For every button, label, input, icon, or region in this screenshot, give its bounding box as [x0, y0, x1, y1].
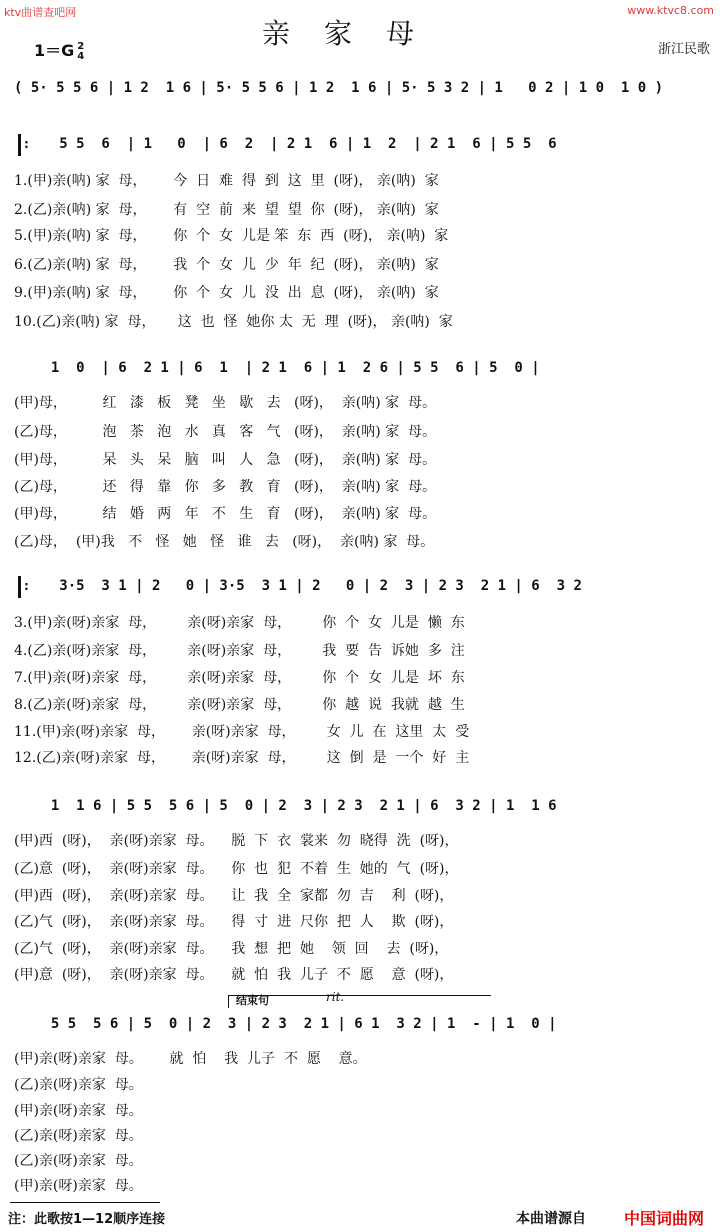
section-2-lyric-5: (甲)母， 结 婚 两 年 不 生 育 (呀)， 亲(呐) 家 母。: [14, 506, 437, 522]
section-2-lyric-6: (乙)母， (甲)我 不 怪 她 怪 谁 去 (呀)， 亲(呐) 家 母。: [14, 534, 435, 550]
section-1-notes: 5 5 6 | 1 0 | 6 2 | 2 1 6 | 1 2 | 2 1 6 | 5 5 6: [34, 136, 557, 152]
section-2-lyric-4: (乙)母， 还 得 靠 你 多 教 育 (呀)， 亲(呐) 家 母。: [14, 479, 437, 495]
section-5-notes: 5 5 5 6 | 5 0 | 2 3 | 2 3 2 1 | 6 1 3 2 | 1 - | 1 0 |: [34, 1016, 557, 1032]
section-4-lyric-6: (甲)意 (呀)， 亲(呀)亲家 母。 就 怕 我 儿子 不 愿 意 (呀)，: [14, 967, 454, 983]
source-label: 本曲谱源自: [516, 1211, 586, 1227]
meter-top: 2: [77, 40, 85, 52]
intro-notes: ( 5· 5 5 6 | 1 2 1 6 | 5· 5 5 6 | 1 2 1 6 | 5· 5 3 2 | 1 0 2 | 1 0 1 0 ): [14, 80, 664, 96]
footnote-divider: [10, 1202, 160, 1203]
section-5-lyric-3: (甲)亲(呀)亲家 母。: [14, 1103, 143, 1119]
section-3-lyric-3: 7.(甲)亲(呀)亲家 母， 亲(呀)亲家 母， 你 个 女 儿是 坏 东: [14, 670, 465, 686]
section-3-lyric-1: 3.(甲)亲(呀)亲家 母， 亲(呀)亲家 母， 你 个 女 儿是 懒 东: [14, 615, 465, 631]
watermark-left: ktv曲谱查吧网: [4, 6, 77, 19]
section-5-lyric-4: (乙)亲(呀)亲家 母。: [14, 1128, 143, 1144]
meter-bottom: 4: [77, 50, 85, 62]
section-2-lyric-3: (甲)母， 呆 头 呆 脑 叫 人 急 (呀)， 亲(呐) 家 母。: [14, 452, 437, 468]
section-1-lyric-6: 10.(乙)亲(呐) 家 母， 这 也 怪 她你 太 无 理 (呀)， 亲(呐) 家: [14, 314, 453, 330]
barline: [18, 576, 21, 598]
section-4-lyric-5: (乙)气 (呀)， 亲(呀)亲家 母。 我 想 把 她 领 回 去 (呀)，: [14, 941, 449, 957]
ritardando-mark: rit.: [326, 990, 345, 1004]
composer: 浙江民歌: [657, 42, 710, 57]
repeat-sign: :: [24, 137, 29, 151]
ending-label: 结束句: [236, 994, 269, 1007]
section-1-lyric-1: 1.(甲)亲(呐) 家 母， 今 日 难 得 到 这 里 (呀)， 亲(呐) 家: [14, 173, 439, 189]
source-site: 中国词曲网: [624, 1209, 705, 1228]
barline: [18, 134, 21, 156]
section-3-lyric-4: 8.(乙)亲(呀)亲家 母， 亲(呀)亲家 母， 你 越 说 我就 越 生: [14, 697, 465, 713]
key-label: 1＝G: [34, 41, 75, 60]
section-1-lyric-4: 6.(乙)亲(呐) 家 母， 我 个 女 儿 少 年 纪 (呀)， 亲(呐) 家: [14, 257, 439, 273]
section-5-lyric-5: (乙)亲(呀)亲家 母。: [14, 1153, 143, 1169]
repeat-sign: :: [24, 579, 29, 593]
watermark-right: www.ktvc8.com: [627, 4, 714, 17]
section-5-lyric-2: (乙)亲(呀)亲家 母。: [14, 1077, 143, 1093]
section-1-lyric-3: 5.(甲)亲(呐) 家 母， 你 个 女 儿是 笨 东 西 (呀)， 亲(呐) 家: [14, 228, 449, 244]
section-1-lyric-2: 2.(乙)亲(呐) 家 母， 有 空 前 来 望 望 你 (呀)， 亲(呐) 家: [14, 202, 439, 218]
section-4-lyric-1: (甲)西 (呀)， 亲(呀)亲家 母。 脱 下 衣 裳来 勿 晓得 洗 (呀)，: [14, 833, 459, 849]
time-signature: [77, 42, 84, 62]
section-3-lyric-6: 12.(乙)亲(呀)亲家 母， 亲(呀)亲家 母， 这 倒 是 一个 好 主: [14, 750, 470, 766]
section-2-lyric-2: (乙)母， 泡 茶 泡 水 真 客 气 (呀)， 亲(呐) 家 母。: [14, 424, 437, 440]
section-2-notes: 1 0 | 6 2 1 | 6 1 | 2 1 6 | 1 2 6 | 5 5 6 | 5 0 |: [34, 360, 540, 376]
section-1-lyric-5: 9.(甲)亲(呐) 家 母， 你 个 女 儿 没 出 息 (呀)， 亲(呐) 家: [14, 285, 439, 301]
section-3-lyric-2: 4.(乙)亲(呀)亲家 母， 亲(呀)亲家 母， 我 要 告 诉她 多 注: [14, 643, 465, 659]
footnote: 注：此歌按1—12顺序连接: [8, 1212, 166, 1227]
page-title: 亲家母: [262, 17, 449, 50]
key-signature: [34, 38, 84, 62]
section-4-lyric-3: (甲)西 (呀)， 亲(呀)亲家 母。 让 我 全 家都 勿 吉 利 (呀)，: [14, 888, 454, 904]
section-5-lyric-1: (甲)亲(呀)亲家 母。 就 怕 我 儿子 不 愿 意。: [14, 1051, 367, 1067]
section-5-lyric-6: (甲)亲(呀)亲家 母。: [14, 1178, 143, 1194]
section-3-lyric-5: 11.(甲)亲(呀)亲家 母， 亲(呀)亲家 母， 女 儿 在 这里 太 受: [14, 724, 470, 740]
section-3-notes: 3·5 3 1 | 2 0 | 3·5 3 1 | 2 0 | 2 3 | 2 3 2 1 | 6 3 2: [34, 578, 582, 594]
section-4-lyric-4: (乙)气 (呀)， 亲(呀)亲家 母。 得 寸 进 尺你 把 人 欺 (呀)，: [14, 914, 454, 930]
section-4-lyric-2: (乙)意 (呀)， 亲(呀)亲家 母。 你 也 犯 不着 生 她的 气 (呀)，: [14, 861, 459, 877]
section-2-lyric-1: (甲)母， 红 漆 板 凳 坐 歇 去 (呀)， 亲(呐) 家 母。: [14, 395, 437, 411]
section-4-notes: 1 1 6 | 5 5 5 6 | 5 0 | 2 3 | 2 3 2 1 | 6 3 2 | 1 1 6: [34, 798, 557, 814]
